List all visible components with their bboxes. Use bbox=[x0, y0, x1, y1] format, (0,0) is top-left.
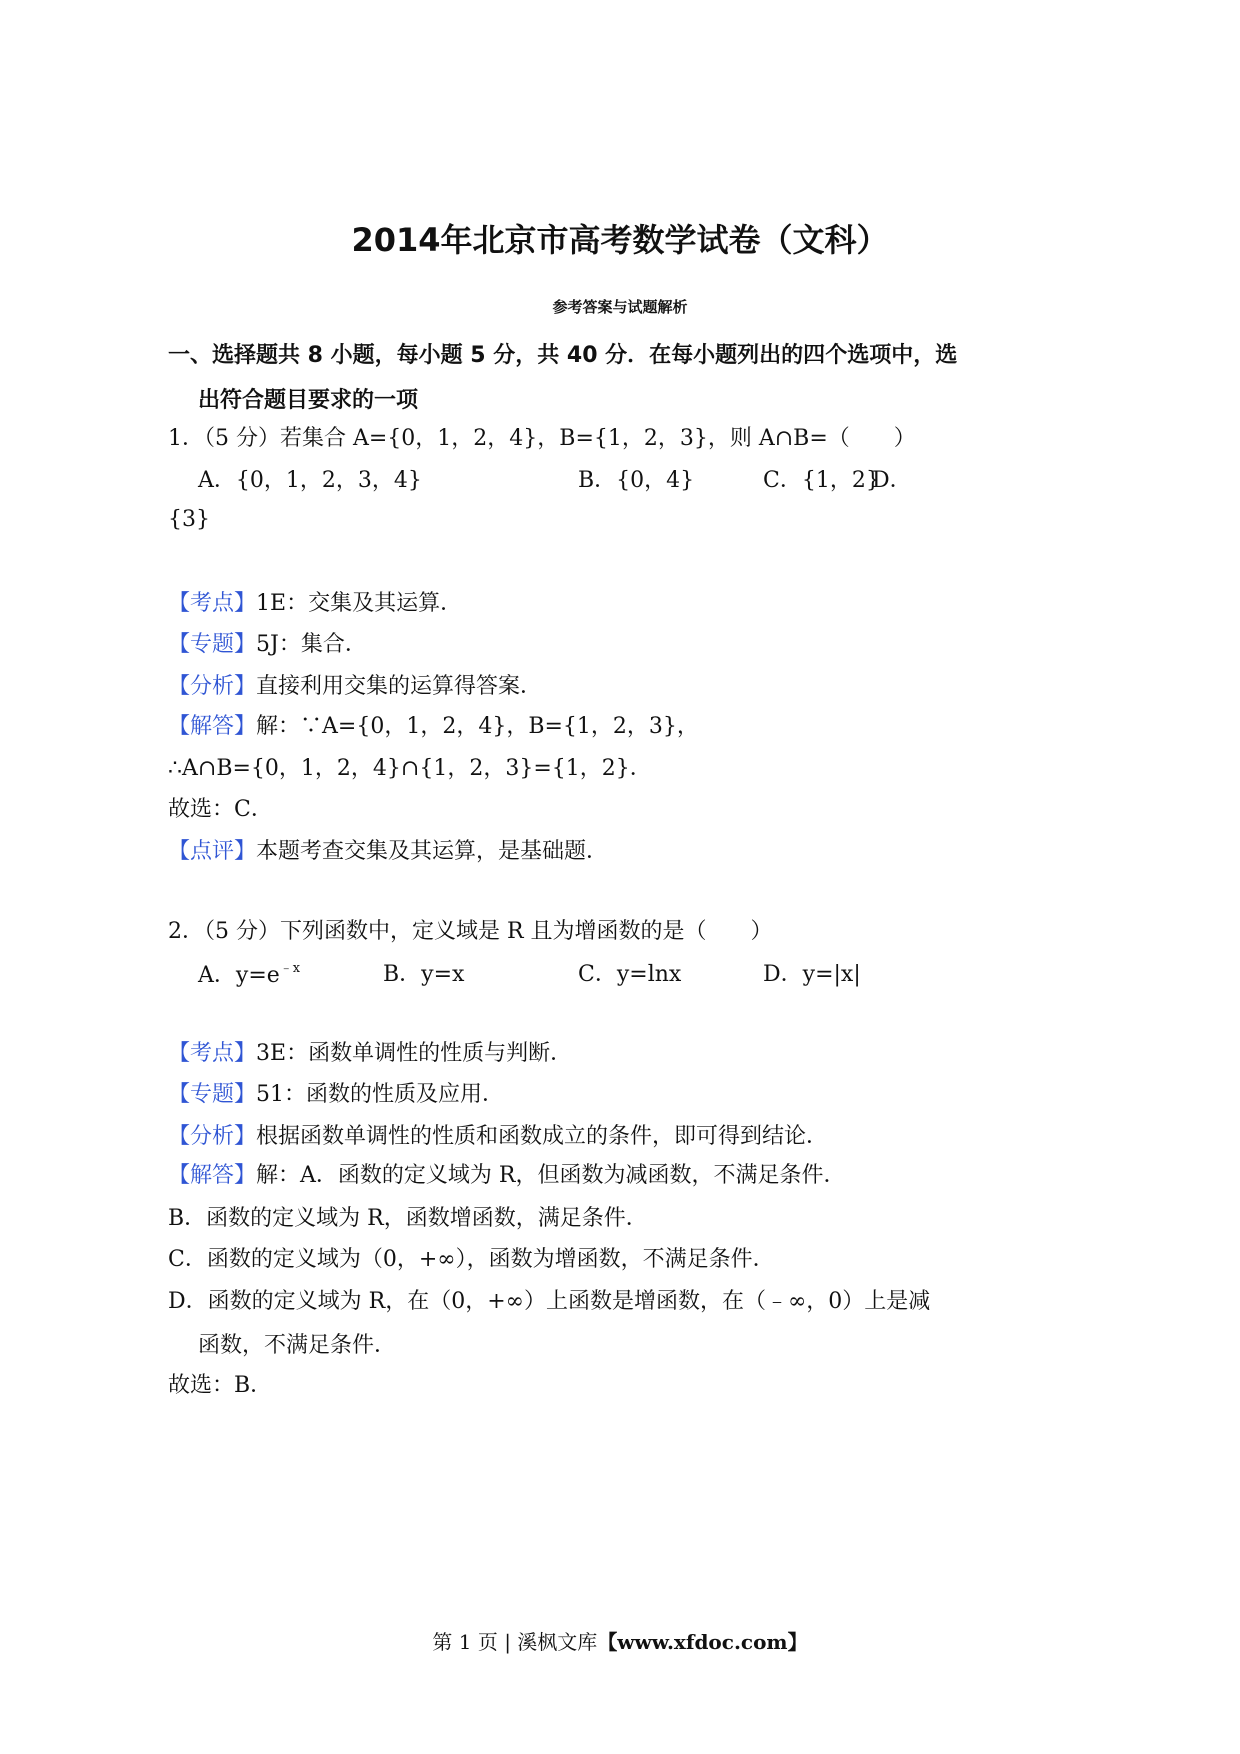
q1-fenxi: 【分析】直接利用交集的运算得答案． bbox=[168, 674, 543, 699]
q2-jieda: 【解答】解：A．函数的定义域为 R，但函数为减函数，不满足条件． bbox=[168, 1163, 846, 1188]
q2-line-d1: D．函数的定义域为 R，在（0，+∞）上函数是增函数，在（﹣∞，0）上是减 bbox=[168, 1289, 931, 1314]
q2-option-a-exponent: ﹣x bbox=[279, 961, 301, 976]
page-footer bbox=[0, 1626, 1240, 1655]
q2-fenxi: 【分析】根据函数单调性的性质和函数成立的条件，即可得到结论． bbox=[168, 1124, 829, 1149]
footer-site-link[interactable]: 【www.xfdoc.com】 bbox=[597, 1630, 808, 1654]
tag-zhuanti: 【专题】 bbox=[168, 632, 257, 657]
q1-option-d-value: {3} bbox=[168, 507, 210, 532]
q2-kaodian: 【考点】3E：函数单调性的性质与判断． bbox=[168, 1041, 573, 1066]
q1-zhuanti: 【专题】5J：集合． bbox=[168, 632, 367, 657]
q1-option-a: A．{0，1，2，3，4} bbox=[198, 468, 422, 493]
section-heading-line1: 一、选择题共 8 小题，每小题 5 分，共 40 分．在每小题列出的四个选项中，选 bbox=[168, 343, 958, 368]
q1-dianping: 【点评】本题考查交集及其运算，是基础题． bbox=[168, 839, 609, 864]
q1-jieda: 【解答】解：∵A={0，1，2，4}，B={1，2，3}， bbox=[168, 714, 699, 739]
q2-zhuanti: 【专题】51：函数的性质及应用． bbox=[168, 1082, 505, 1107]
tag-kaodian: 【考点】 bbox=[168, 591, 257, 616]
section-heading-line2: 出符合题目要求的一项 bbox=[198, 388, 419, 413]
q2-line-d2: 函数，不满足条件． bbox=[198, 1333, 397, 1358]
q1-jieda-line2: ∴A∩B={0，1，2，4}∩{1，2，3}={1，2}． bbox=[168, 756, 652, 781]
q1-option-d-label: D． bbox=[872, 468, 912, 493]
q2-answer: 故选：B． bbox=[168, 1373, 273, 1398]
q1-option-b: B．{0，4} bbox=[578, 468, 695, 493]
page-title: 2014年北京市高考数学试卷（文科） bbox=[351, 221, 889, 259]
q2-stem: 2．（5 分）下列函数中，定义域是 R 且为增函数的是（ ） bbox=[168, 919, 773, 944]
q1-kaodian: 【考点】1E：交集及其运算． bbox=[168, 591, 463, 616]
tag-jieda: 【解答】 bbox=[168, 1163, 257, 1188]
q2-option-a: A．$y=e^{﹣x}$ bbox=[198, 961, 301, 988]
q2-option-b: B．y=x bbox=[383, 962, 465, 987]
q2-option-d: D．y=|x| bbox=[763, 962, 861, 987]
footer-page-number: 第 1 页 | 溪枫文库 bbox=[432, 1630, 598, 1654]
tag-fenxi: 【分析】 bbox=[168, 1124, 257, 1149]
q1-option-c: C．{1，2} bbox=[763, 468, 880, 493]
q2-line-c: C．函数的定义域为（0，+∞），函数为增函数，不满足条件． bbox=[168, 1247, 775, 1272]
tag-jieda: 【解答】 bbox=[168, 714, 257, 739]
q1-stem: 1．（5 分）若集合 A={0，1，2，4}，B={1，2，3}，则 A∩B=（ ） bbox=[168, 426, 916, 451]
q2-line-b: B．函数的定义域为 R，函数增函数，满足条件． bbox=[168, 1206, 648, 1231]
q2-option-c: C．y=lnx bbox=[578, 962, 682, 987]
tag-zhuanti: 【专题】 bbox=[168, 1082, 257, 1107]
tag-kaodian: 【考点】 bbox=[168, 1041, 257, 1066]
tag-fenxi: 【分析】 bbox=[168, 674, 257, 699]
q1-answer: 故选：C． bbox=[168, 797, 273, 822]
page-subtitle: 参考答案与试题解析 bbox=[552, 298, 688, 316]
tag-dianping: 【点评】 bbox=[168, 839, 257, 864]
